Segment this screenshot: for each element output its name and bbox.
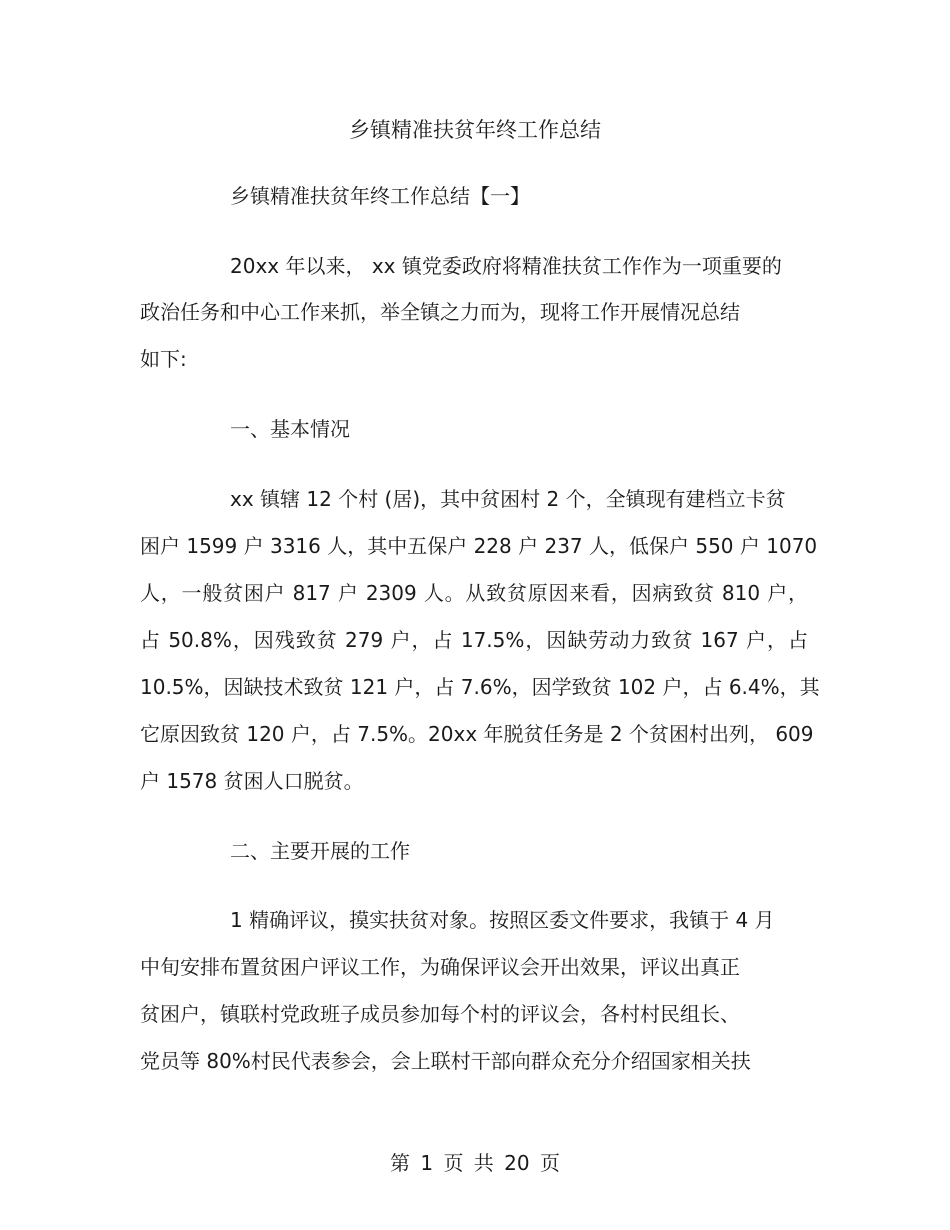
section-heading: 二、主要开展的工作	[230, 839, 410, 863]
page-number: 第 1 页 共 20 页	[390, 1151, 560, 1175]
paragraph-line: 贫困户，镇联村党政班子成员参加每个村的评议会，各村村民组长、	[140, 1002, 740, 1026]
paragraph-line: 占 50.8%，因残致贫 279 户，占 17.5%，因缺劳动力致贫 167 户，占	[140, 628, 808, 652]
paragraph-line: 人，一般贫困户 817 户 2309 人。从致贫原因来看，因病致贫 810 户，	[140, 581, 808, 605]
paragraph-line: 政治任务和中心工作来抓，举全镇之力而为，现将工作开展情况总结	[140, 300, 740, 324]
document-title: 乡镇精准扶贫年终工作总结	[349, 118, 601, 142]
paragraph-line: 党员等 80%村民代表参会，会上联村干部向群众充分介绍国家相关扶	[140, 1049, 751, 1073]
paragraph-line: 10.5%，因缺技术致贫 121 户，占 7.6%，因学致贫 102 户，占 6.4%，其	[140, 675, 820, 699]
paragraph-line: 20xx 年以来， xx 镇党委政府将精准扶贫工作作为一项重要的	[230, 254, 782, 278]
paragraph-line: 中旬安排布置贫困户评议工作，为确保评议会开出效果，评议出真正	[140, 955, 740, 979]
paragraph-line: 户 1578 贫困人口脱贫。	[140, 769, 364, 793]
paragraph-line: xx 镇辖 12 个村 (居)，其中贫困村 2 个，全镇现有建档立卡贫	[230, 487, 786, 511]
paragraph-line: 它原因致贫 120 户，占 7.5%。20xx 年脱贫任务是 2 个贫困村出列， 609	[140, 722, 814, 746]
paragraph-line: 困户 1599 户 3316 人，其中五保户 228 户 237 人，低保户 550 户 1070	[140, 534, 818, 558]
section-subtitle: 乡镇精准扶贫年终工作总结【一】	[230, 184, 530, 208]
paragraph-line: 如下:	[140, 347, 187, 371]
section-heading: 一、基本情况	[230, 417, 350, 441]
paragraph-line: 1 精确评议，摸实扶贫对象。按照区委文件要求，我镇于 4 月	[230, 908, 775, 932]
